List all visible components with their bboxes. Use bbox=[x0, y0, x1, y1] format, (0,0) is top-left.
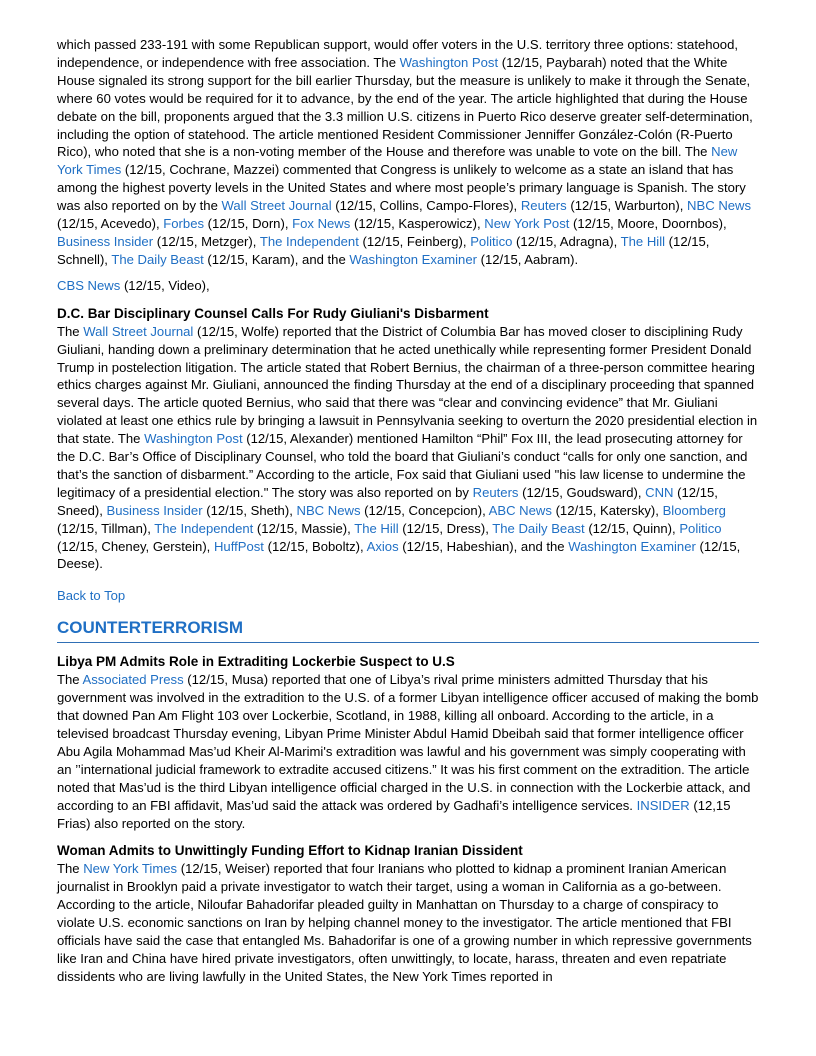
puerto-rico-story-paragraph bbox=[57, 36, 759, 269]
body-text: (12/15, Alexander) mentioned Hamilton “Phil” Fox III, the lead prosecuting attorney for the D.C. Bar’s Office of Disciplinary Counsel, who told the board that Giuliani’s conduct “calls for only one sanction, and that’s the sanction of disbarment.” According to the article, Fox said that Giuliani used "his law license to undermine the legitimacy of a presidential election." The story was also reported on by bbox=[57, 431, 748, 500]
body-text: (12/15, Concepcion), bbox=[360, 502, 489, 518]
body-text: (12/15, Acevedo), bbox=[57, 216, 164, 232]
link-cnn[interactable]: CNN bbox=[645, 484, 674, 500]
body-text: (12/15, Sheth), bbox=[202, 502, 297, 518]
cbs-news-paragraph bbox=[57, 277, 759, 295]
body-text: (12/15, Quinn), bbox=[584, 520, 680, 536]
link-nbc-news[interactable]: NBC News bbox=[687, 198, 752, 214]
link-fox-news[interactable]: Fox News bbox=[292, 216, 351, 232]
link-new-york-times[interactable]: New York Times bbox=[83, 861, 178, 877]
back-to-top-paragraph bbox=[57, 587, 759, 605]
body-text: (12/15, Warburton), bbox=[566, 198, 688, 214]
link-nbc-news[interactable]: NBC News bbox=[296, 502, 361, 518]
body-text: The bbox=[57, 672, 83, 688]
body-text: The bbox=[57, 323, 84, 339]
body-text: (12/15, Weiser) reported that four Iranians who plotted to kidnap a prominent Iranian American journalist in Brooklyn paid a private investigator to watch their target, using a woman in California as a go-between. According to the article, Niloufar Bahadorifar pleaded guilty in Manhattan on Thursday to a charge of conspiracy to violate U.S. economic sanctions on Iran by helping channel money to the investigator. The article mentioned that FBI officials have said the case that entangled Ms. Bahadorifar is one of a growing number in which repressive governments like Iran and China have hired private investigators, often unwittingly, to locate, harass, threaten and even repatriate dissidents who are living lawfully in the United States, the New York Times reported in bbox=[57, 861, 752, 984]
link-associated-press[interactable]: Associated Press bbox=[82, 672, 184, 688]
giuliani-story-paragraph bbox=[57, 323, 759, 574]
body-text: (12/15, Metzger), bbox=[153, 233, 260, 249]
link-insider[interactable]: INSIDER bbox=[636, 797, 690, 813]
back-to-top-link[interactable]: Back to Top bbox=[57, 588, 126, 604]
body-text: (12/15, Boboltz), bbox=[263, 538, 367, 554]
body-text: (12/15, Dorn), bbox=[204, 216, 293, 232]
link-business-insider[interactable]: Business Insider bbox=[106, 502, 203, 518]
body-text: (12/15, Sneed), bbox=[57, 484, 718, 518]
body-text: The bbox=[57, 861, 84, 877]
body-text: (12/15, Kasperowicz), bbox=[350, 216, 485, 232]
body-text: (12,15 Frias) also reported on the story. bbox=[57, 797, 731, 831]
link-politico[interactable]: Politico bbox=[470, 233, 513, 249]
body-text: (12/15, Habeshian), and the bbox=[398, 538, 569, 554]
body-text: (12/15, Aabram). bbox=[476, 251, 579, 267]
giuliani-story-headline: D.C. Bar Disciplinary Counsel Calls For Rudy Giuliani's Disbarment bbox=[57, 305, 489, 321]
body-text: (12/15, Collins, Campo-Flores), bbox=[331, 198, 521, 214]
link-washington-examiner[interactable]: Washington Examiner bbox=[568, 538, 696, 554]
kidnap-plot-story-headline: Woman Admits to Unwittingly Funding Effort to Kidnap Iranian Dissident bbox=[57, 843, 523, 859]
body-text: (12/15, Wolfe) reported that the District of Columbia Bar has moved closer to disciplining Rudy Giuliani, handing down a preliminary determination that he acted unethically while representing former President Donald Trump in postelection litigation. The article stated that Robert Bernius, the chairman of a three-person committee hearing ethics charges against Mr. Giuliani, announced the finding Thursday at the end of a disciplinary proceeding that spanned several days. The article quoted Bernius, who said that there was “clear and convincing evidence” that Mr. Giuliani violated at least one ethics rule by bringing a lawsuit in Pennsylvania seeking to overturn the 2020 presidential election in that state. The bbox=[57, 323, 758, 447]
link-wall-street-journal[interactable]: Wall Street Journal bbox=[221, 198, 332, 214]
link-washington-post[interactable]: Washington Post bbox=[399, 54, 499, 70]
link-washington-examiner[interactable]: Washington Examiner bbox=[349, 251, 477, 267]
document-page bbox=[57, 36, 759, 986]
link-the-independent[interactable]: The Independent bbox=[154, 520, 254, 536]
link-huffpost[interactable]: HuffPost bbox=[213, 538, 264, 554]
body-text: (12/15, Karam), and the bbox=[203, 251, 350, 267]
lockerbie-story-headline: Libya PM Admits Role in Extraditing Lockerbie Suspect to U.S bbox=[57, 654, 455, 670]
link-axios[interactable]: Axios bbox=[366, 538, 399, 554]
body-text: (12/15, Feinberg), bbox=[358, 233, 471, 249]
body-text: (12/15, Musa) reported that one of Libya’s rival prime ministers admitted Thursday that his government was involved in the extradition to the U.S. of a former Libyan intelligence officer accused of making the bomb that downed Pan Am Flight 103 over Lockerbie, Scotland, in 1988, killing all onboard. According to the article, in a televised broadcast Thursday evening, Libyan Prime Minister Abdul Hamid Dbeibah said that former intelligence officer Abu Agila Mohammad Mas’ud Kheir Al-Marimi's extradition was lawful and his government was simply cooperating with an ’’international judicial framework to extradite accused citizens.” It was his first comment on the extradition. The article noted that Mas’ud is the third Libyan intelligence official charged in the U.S. in connection with the Lockerbie attack, and according to an FBI affidavit, Mas’ud said the attack was ordered by Gadhafi’s intelligence services. bbox=[57, 672, 759, 813]
kidnap-plot-story-paragraph bbox=[57, 860, 759, 985]
link-business-insider[interactable]: Business Insider bbox=[57, 233, 154, 249]
body-text: (12/15, Cheney, Gerstein), bbox=[57, 538, 214, 554]
body-text: (12/15, Cochrane, Mazzei) commented that Congress is unlikely to welcome as a state an island that has among the highest poverty levels in the United States and where most people’s primary language is Spanish. The story was also reported on by the bbox=[57, 162, 746, 214]
body-text: (12/15, Goudsward), bbox=[518, 484, 646, 500]
link-abc-news[interactable]: ABC News bbox=[488, 502, 552, 518]
link-reuters[interactable]: Reuters bbox=[472, 484, 519, 500]
body-text: (12/15, Video), bbox=[120, 277, 210, 293]
link-new-york-post[interactable]: New York Post bbox=[484, 216, 570, 232]
body-text: (12/15, Deese). bbox=[57, 538, 741, 572]
section-heading-counterterrorism: COUNTERTERRORISM bbox=[57, 617, 759, 643]
link-the-independent[interactable]: The Independent bbox=[259, 233, 359, 249]
body-text: (12/15, Tillman), bbox=[57, 520, 155, 536]
link-washington-post[interactable]: Washington Post bbox=[144, 431, 243, 447]
link-forbes[interactable]: Forbes bbox=[163, 216, 205, 232]
body-text: (12/15, Dress), bbox=[398, 520, 493, 536]
body-text: (12/15, Adragna), bbox=[512, 233, 621, 249]
link-the-hill[interactable]: The Hill bbox=[620, 233, 666, 249]
link-wall-street-journal[interactable]: Wall Street Journal bbox=[83, 323, 194, 339]
body-text: which passed 233-191 with some Republican support, would offer voters in the U.S. territory three options: statehood, independence, or independence with free association. The bbox=[57, 37, 739, 70]
link-bloomberg[interactable]: Bloomberg bbox=[662, 502, 726, 518]
link-reuters[interactable]: Reuters bbox=[520, 198, 567, 214]
link-the-hill[interactable]: The Hill bbox=[354, 520, 399, 536]
body-text: (12/15, Katersky), bbox=[551, 502, 663, 518]
body-text: (12/15, Massie), bbox=[253, 520, 355, 536]
link-politico[interactable]: Politico bbox=[679, 520, 722, 536]
link-the-daily-beast[interactable]: The Daily Beast bbox=[492, 520, 585, 536]
link-the-daily-beast[interactable]: The Daily Beast bbox=[111, 251, 204, 267]
body-text: (12/15, Moore, Doornbos), bbox=[569, 216, 727, 232]
link-cbs-news[interactable]: CBS News bbox=[57, 277, 121, 293]
body-text: (12/15, Paybarah) noted that the White House signaled its strong support for the bill earlier Thursday, but the measure is unlikely to make it through the Senate, where 60 votes would be required for it to advance, by the end of the year. The article highlighted that during the House debate on the bill, proponents argued that the 3.3 million U.S. citizens in Puerto Rico deserve greater self-determination, including the option of statehood. The article mentioned Resident Commissioner Jenniffer González-Colón (R-Puerto Rico), who noted that she is a non-voting member of the House and therefore was unable to vote on the bill. The bbox=[57, 54, 753, 160]
lockerbie-story-paragraph bbox=[57, 671, 759, 832]
link-new-york-times[interactable]: New York Times bbox=[57, 144, 738, 178]
body-text: (12/15, Schnell), bbox=[57, 233, 710, 267]
